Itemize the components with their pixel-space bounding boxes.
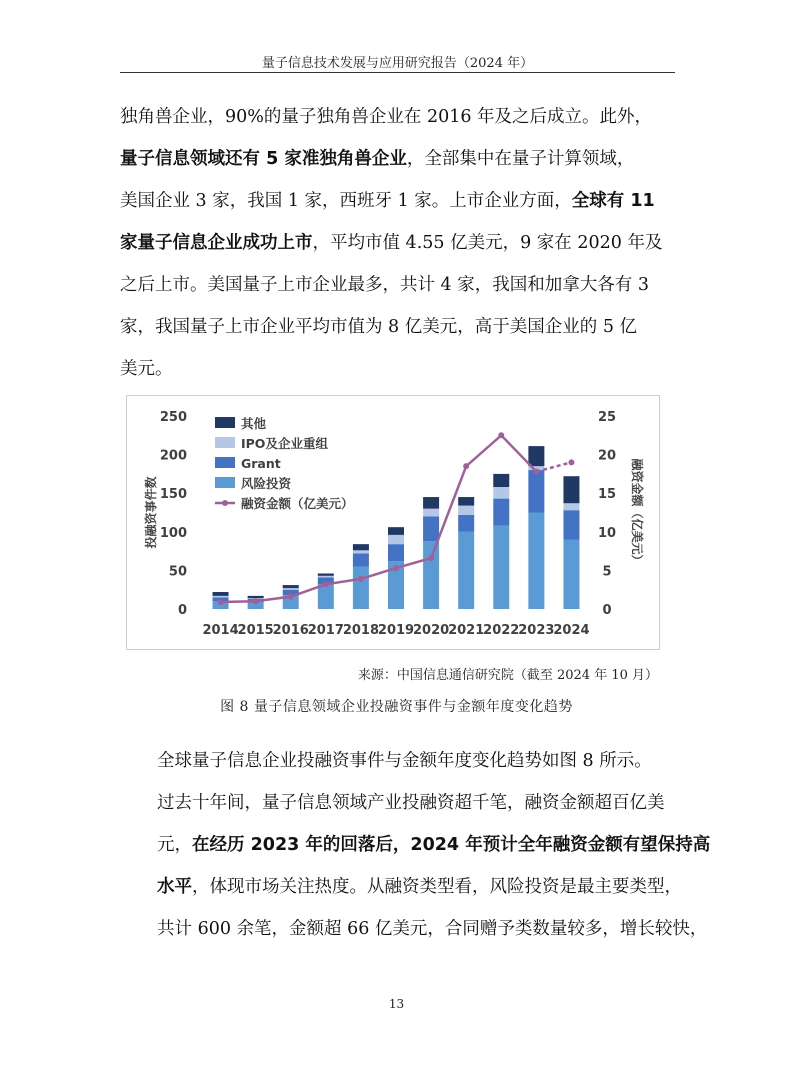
legend-swatch xyxy=(215,437,235,448)
bar-segment-3 xyxy=(423,509,439,517)
legend-swatch xyxy=(215,417,235,428)
bar-segment-2 xyxy=(528,470,544,512)
bar-segment-1 xyxy=(458,532,474,609)
y-right-tick-label: 0 xyxy=(602,603,612,618)
text-run: 独角兽企业，90%的量子独角兽企业在 2016 年及之后成立。此外， xyxy=(120,107,653,127)
investment-chart xyxy=(126,395,660,650)
bar-segment-3 xyxy=(283,588,299,590)
text-run: 全球量子信息企业投融资事件与金额年度变化趋势如图 8 所示。 xyxy=(157,751,652,771)
paragraph-investment-trends xyxy=(120,740,711,950)
x-tick-label: 2015 xyxy=(237,623,274,638)
x-tick-label: 2021 xyxy=(448,623,485,638)
bar-segment-4 xyxy=(423,497,439,509)
bold-text-run: 水平 xyxy=(157,877,192,897)
y-left-axis-title: 投融资事件数 xyxy=(144,476,158,549)
legend-swatch xyxy=(215,477,235,488)
bar-segment-3 xyxy=(563,503,579,510)
x-tick-label: 2023 xyxy=(518,623,555,638)
x-tick-label: 2016 xyxy=(272,623,309,638)
text-line xyxy=(120,866,682,908)
text-line xyxy=(120,740,676,782)
amount-line-point xyxy=(358,576,364,582)
y-right-tick-label: 15 xyxy=(597,487,617,503)
bold-text-run: 在经历 2023 年的回落后，2024 年预计全年融资金额有望保持高 xyxy=(192,835,711,855)
bar-segment-2 xyxy=(423,516,439,541)
text-run: ，平均市值 4.55 亿美元，9 家在 2020 年及 xyxy=(312,233,663,253)
legend-label: Grant xyxy=(241,456,281,471)
text-line xyxy=(120,782,676,824)
y-right-tick-label: 20 xyxy=(597,448,617,464)
text-line xyxy=(120,824,711,866)
x-tick-label: 2022 xyxy=(483,623,520,638)
bar-segment-2 xyxy=(353,553,369,566)
legend-line-marker xyxy=(222,500,228,506)
y-left-tick-label: 150 xyxy=(159,487,187,503)
y-right-axis-title: 融资金额（亿美元） xyxy=(630,458,644,567)
bar-segment-4 xyxy=(528,446,544,466)
y-left-tick-label: 0 xyxy=(177,603,187,618)
amount-line-point xyxy=(323,581,329,587)
bold-text-run: 全球有 11 xyxy=(571,191,655,211)
bar-segment-4 xyxy=(388,527,404,535)
x-tick-label: 2014 xyxy=(202,623,239,638)
text-run: ，体现市场关注热度。从融资类型看，风险投资是最主要类型， xyxy=(192,877,682,897)
amount-line-point xyxy=(463,463,469,469)
amount-line-point xyxy=(253,598,259,604)
figure-caption: 图 8 量子信息领域企业投融资事件与金额年度变化趋势 xyxy=(220,699,573,715)
investment-chart-svg xyxy=(127,396,659,649)
bar-segment-3 xyxy=(213,596,229,598)
text-line xyxy=(120,306,676,348)
amount-line-point xyxy=(393,565,399,571)
bar-segment-2 xyxy=(563,510,579,539)
bar-segment-2 xyxy=(493,499,509,526)
bar-segment-4 xyxy=(563,476,579,503)
bar-segment-2 xyxy=(388,544,404,561)
y-left-tick-label: 100 xyxy=(159,525,187,541)
bar-segment-4 xyxy=(283,585,299,588)
y-left-tick-label: 250 xyxy=(159,410,187,425)
text-run: ，全部集中在量子计算领域， xyxy=(406,149,635,169)
text-line xyxy=(120,138,676,180)
text-line xyxy=(120,222,676,264)
bar-segment-3 xyxy=(493,487,509,499)
legend-label: IPO及企业重组 xyxy=(241,436,328,451)
bar-segment-4 xyxy=(353,544,369,550)
amount-line-point xyxy=(498,432,504,438)
bar-segment-1 xyxy=(528,513,544,610)
bar-segment-4 xyxy=(318,573,334,575)
legend-swatch xyxy=(215,457,235,468)
text-line xyxy=(120,348,676,390)
amount-line-point xyxy=(428,555,434,561)
amount-line-point xyxy=(218,599,224,605)
legend-label: 风险投资 xyxy=(241,476,292,491)
bar-segment-1 xyxy=(493,526,509,609)
y-right-tick-label: 5 xyxy=(602,564,612,580)
bar-segment-3 xyxy=(318,576,334,578)
text-run: 美元。 xyxy=(120,359,173,379)
bar-segment-1 xyxy=(563,540,579,609)
text-line xyxy=(120,180,676,222)
y-right-tick-label: 25 xyxy=(597,410,617,425)
text-run: 共计 600 余笔，金额超 66 亿美元，合同赠予类数量较多，增长较快， xyxy=(157,919,708,939)
bar-segment-2 xyxy=(458,515,474,532)
amount-line-point xyxy=(288,594,294,600)
amount-line-point xyxy=(568,459,574,465)
y-right-tick-label: 10 xyxy=(597,525,617,541)
x-tick-label: 2019 xyxy=(377,623,415,638)
text-line xyxy=(120,264,676,306)
page-number: 13 xyxy=(388,997,405,1011)
bar-segment-4 xyxy=(458,497,474,505)
x-tick-label: 2020 xyxy=(412,623,450,638)
legend-label: 其他 xyxy=(241,416,267,431)
legend-label: 融资金额（亿美元） xyxy=(241,496,354,511)
text-run: 元， xyxy=(157,835,192,855)
x-tick-label: 2018 xyxy=(342,623,380,638)
bar-segment-4 xyxy=(213,592,229,596)
x-tick-label: 2017 xyxy=(307,623,344,638)
text-line xyxy=(120,96,676,138)
figure-source: 来源：中国信息通信研究院（截至 2024 年 10 月） xyxy=(357,668,658,683)
text-run: 过去十年间，量子信息领域产业投融资超千笔，融资金额超百亿美 xyxy=(157,793,665,813)
bar-segment-3 xyxy=(458,506,474,515)
bar-segment-4 xyxy=(248,596,264,598)
text-run: 美国企业 3 家，我国 1 家，西班牙 1 家。上市企业方面， xyxy=(120,191,572,211)
paragraph-unicorn-enterprises xyxy=(120,96,676,390)
y-left-tick-label: 200 xyxy=(159,448,187,464)
bar-segment-3 xyxy=(388,535,404,544)
amount-line-point xyxy=(533,469,539,475)
x-tick-label: 2024 xyxy=(553,623,590,638)
bold-text-run: 量子信息领域还有 5 家准独角兽企业 xyxy=(120,149,407,169)
bar-segment-3 xyxy=(353,550,369,553)
running-header: 量子信息技术发展与应用研究报告（2024 年） xyxy=(261,56,534,71)
text-run: 家，我国量子上市企业平均市值为 8 亿美元，高于美国企业的 5 亿 xyxy=(120,317,638,337)
bold-text-run: 家量子信息企业成功上市 xyxy=(120,233,313,253)
y-left-tick-label: 50 xyxy=(168,564,187,580)
header-rule xyxy=(120,72,675,73)
bar-segment-1 xyxy=(353,567,369,609)
text-line xyxy=(120,908,708,950)
bar-segment-4 xyxy=(493,474,509,487)
bar-segment-1 xyxy=(423,541,439,609)
bar-segment-1 xyxy=(318,584,334,609)
text-run: 之后上市。美国量子上市企业最多，共计 4 家，我国和加拿大各有 3 xyxy=(120,275,649,295)
